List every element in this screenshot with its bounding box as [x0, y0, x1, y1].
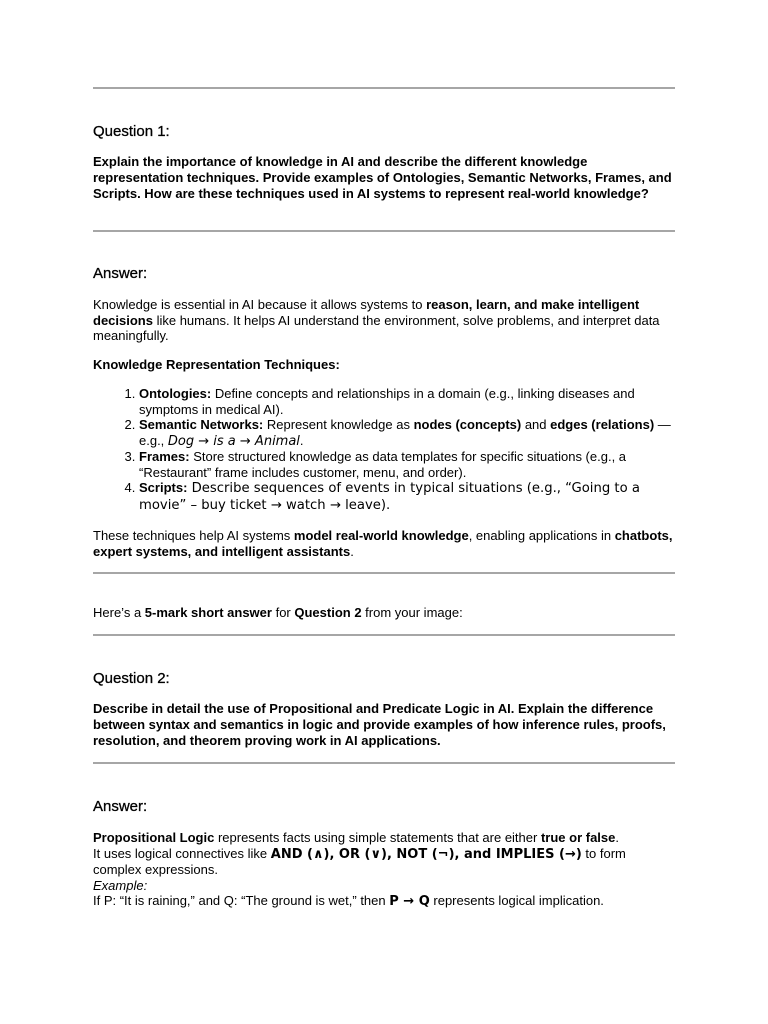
- transition-section: [93, 605, 675, 621]
- question-1-section: [93, 123, 675, 202]
- divider: [93, 762, 675, 764]
- text-run: for: [271, 605, 295, 620]
- text-run-bold: true or false: [540, 830, 616, 845]
- question-2-heading: Question 2:: [93, 670, 170, 687]
- item-text: Represent knowledge as: [263, 417, 414, 432]
- item-text: .: [299, 432, 304, 448]
- question-1-heading: Question 1:: [93, 123, 170, 140]
- connectives-text: AND (∧), OR (∨), NOT (¬), and IMPLIES (→): [270, 846, 582, 862]
- example-label: Example:: [93, 877, 148, 893]
- text-run-bold: 5-mark short answer: [144, 605, 272, 620]
- item-text: — e.g.,: [139, 417, 671, 448]
- divider: [93, 572, 675, 574]
- text-run: Knowledge is essential in AI because it allows systems to: [93, 297, 427, 312]
- answer-1-section: [93, 265, 675, 559]
- answer-2-section: [93, 798, 675, 910]
- text-run-bold: chatbots, expert systems, and intelligent assistants: [93, 528, 673, 559]
- text-run-bold: P → Q: [389, 894, 430, 909]
- item-label: Semantic Networks:: [139, 417, 264, 432]
- text-run-bold: Question 2: [294, 605, 362, 620]
- text-run: These techniques help AI systems: [93, 528, 294, 543]
- item-label: Frames:: [139, 449, 190, 464]
- text-run-bold: model real-world knowledge: [293, 528, 469, 543]
- text-run: to form complex expressions.: [93, 845, 626, 877]
- techniques-heading: Knowledge Representation Techniques:: [93, 356, 340, 372]
- list-item-ontologies: [139, 386, 675, 417]
- text-run: If P: “It is raining,” and Q: “The ground is wet,” then: [93, 893, 390, 908]
- list-item-frames: [139, 449, 675, 480]
- question-1-text: Explain the importance of knowledge in AI and describe the different knowledge representation techniques. Provide examples of Ontologies, Semantic Networks, Frames, and Scripts. How are these techniques used in AI systems to represent real-world knowledge?: [93, 154, 672, 201]
- item-bold: nodes (concepts): [413, 417, 522, 432]
- techniques-list: [93, 386, 675, 513]
- answer-2-heading: Answer:: [93, 798, 148, 815]
- item-label: Scripts:: [139, 480, 188, 495]
- divider: [93, 230, 675, 232]
- item-label: Ontologies:: [139, 386, 212, 401]
- text-run: represents logical implication.: [429, 893, 604, 908]
- answer-1-intro: [93, 297, 675, 344]
- text-run-bold: reason, learn, and make intelligent decisions: [93, 297, 640, 328]
- answer-1-closing: [93, 528, 675, 559]
- text-run: Here’s a: [93, 605, 145, 620]
- question-2-section: [93, 670, 675, 749]
- item-text: and: [521, 417, 551, 432]
- list-item-scripts: [139, 480, 675, 513]
- text-run: from your image:: [361, 605, 463, 620]
- text-run-bold: Propositional Logic: [93, 830, 215, 845]
- item-text: Describe sequences of events in typical situations (e.g., “Going to a movie” – buy ticket → watch → leave).: [139, 481, 640, 513]
- item-bold: edges (relations): [550, 417, 655, 432]
- answer-1-heading: Answer:: [93, 265, 148, 282]
- divider: [93, 87, 675, 89]
- transition-text: [93, 605, 675, 621]
- question-2-text: Describe in detail the use of Propositional and Predicate Logic in AI. Explain the difference between syntax and semantics in logic and provide examples of how inference rules, proofs, resolution, and theorem proving work in AI applications.: [93, 701, 666, 748]
- text-run: .: [615, 830, 619, 845]
- text-run: , enabling applications in: [468, 528, 615, 543]
- text-run: like humans. It helps AI understand the environment, solve problems, and interpret data meaningfully.: [93, 312, 660, 343]
- item-text: Define concepts and relationships in a domain (e.g., linking diseases and symptoms in medical AI).: [139, 386, 635, 417]
- list-item-semantic-networks: [139, 417, 675, 449]
- text-run: It uses logical connectives like: [93, 845, 271, 861]
- text-run: .: [350, 543, 354, 559]
- text-run: represents facts using simple statements that are either: [214, 830, 541, 845]
- item-example: Dog → is a → Animal: [167, 433, 300, 449]
- item-text: Store structured knowledge as data templates for specific situations (e.g., a “Restaurant” frame includes customer, menu, and order).: [139, 449, 627, 480]
- divider: [93, 634, 675, 636]
- answer-2-text: [93, 830, 675, 910]
